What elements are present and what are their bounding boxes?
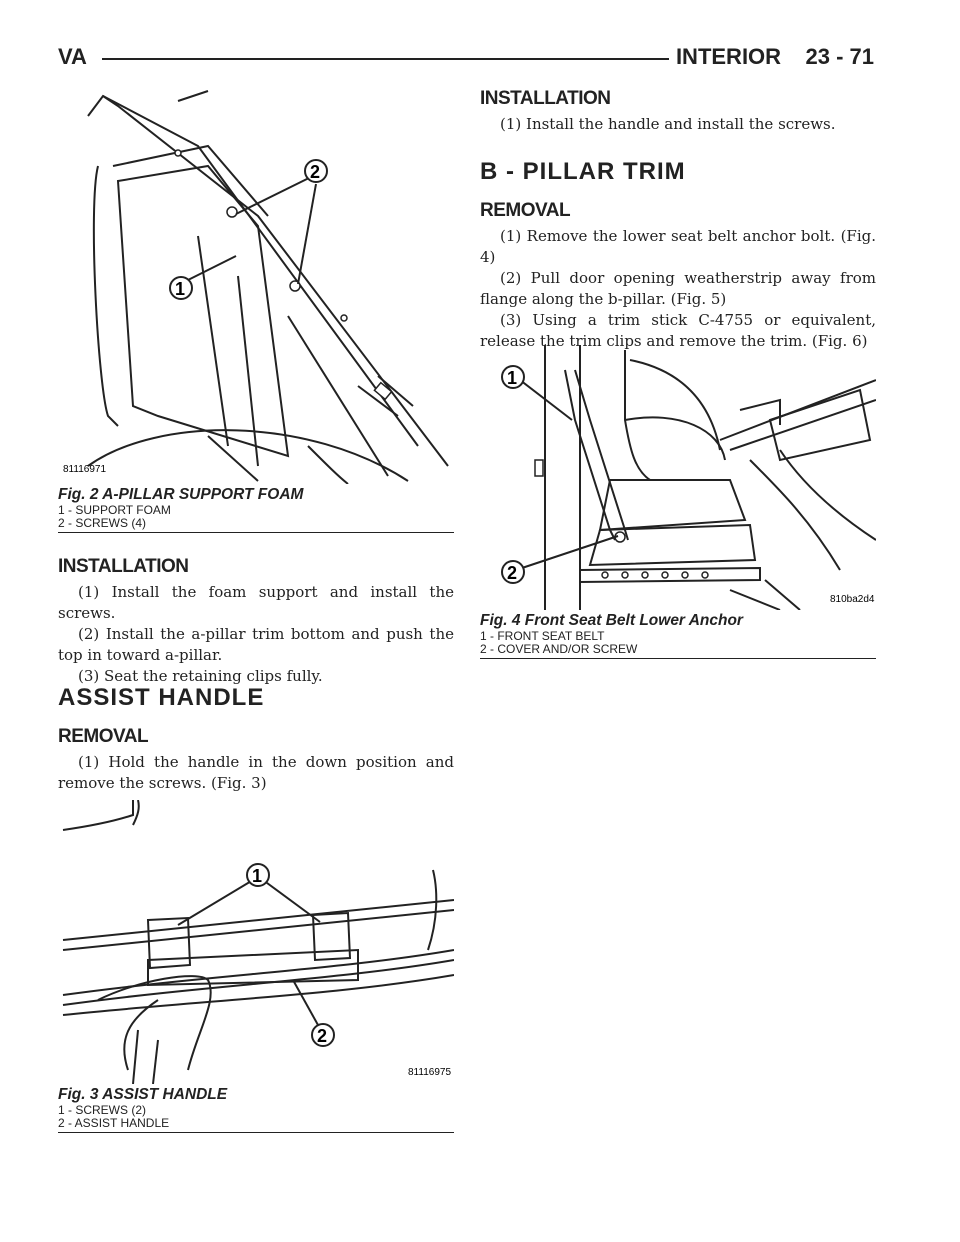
figure-caption: Fig. 3 ASSIST HANDLE (58, 1086, 228, 1103)
section-title: INSTALLATION (58, 556, 189, 577)
page-header (58, 44, 874, 84)
step: (3) Seat the retaining clips fully. (78, 667, 323, 685)
step: (1) Remove the lower seat belt anchor bolt. (Fig. 4) (480, 227, 876, 266)
figure-code: 81116975 (408, 1067, 452, 1078)
figure-assist-handle (58, 800, 454, 1133)
section-title: REMOVAL (480, 200, 571, 221)
callout-2: 2 (310, 162, 321, 182)
legend-item: 2 - COVER AND/OR SCREW (480, 642, 638, 656)
header-vehicle-code: VA (58, 44, 87, 69)
callout-2: 2 (317, 1026, 328, 1046)
section-heading: ASSIST HANDLE (58, 684, 265, 711)
callout-1: 1 (507, 368, 518, 388)
seat-belt-illustration (480, 340, 876, 610)
step: (1) Hold the handle in the down position and remove the screws. (Fig. 3) (58, 753, 454, 792)
b-pillar-section (480, 158, 876, 186)
legend-item: 2 - ASSIST HANDLE (58, 1116, 170, 1130)
figure-legend (480, 630, 876, 656)
figure-front-seat-belt-lower-anchor (480, 340, 876, 659)
section-heading: B - PILLAR TRIM (480, 158, 686, 185)
figure-caption: Fig. 4 Front Seat Belt Lower Anchor (480, 612, 743, 629)
legend-item: 1 - FRONT SEAT BELT (480, 629, 605, 643)
assist-handle-illustration (58, 800, 454, 1084)
callout-1: 1 (175, 279, 186, 299)
legend-item: 1 - SCREWS (2) (58, 1103, 147, 1117)
legend-rule (58, 1132, 454, 1133)
installation-section (58, 556, 454, 687)
section-title: REMOVAL (58, 726, 149, 747)
step: (3) Using a trim stick C-4755 or equivalent, release the trim clips and remove the trim. (Fig. 6) (480, 311, 876, 350)
step: (1) Install the handle and install the screws. (500, 115, 836, 133)
figure-legend (58, 504, 454, 530)
removal-section (58, 726, 454, 794)
figure-a-pillar-support-foam (58, 86, 454, 533)
figure-code: 81116971 (63, 464, 107, 475)
legend-item: 1 - SUPPORT FOAM (58, 503, 171, 517)
installation-section-2 (480, 88, 876, 135)
callout-1: 1 (252, 866, 263, 886)
removal-section-2 (480, 200, 876, 352)
legend-rule (480, 658, 876, 659)
step: (1) Install the foam support and install the screws. (58, 583, 454, 622)
assist-handle-section (58, 684, 454, 712)
callout-2: 2 (507, 563, 518, 583)
figure-caption: Fig. 2 A-PILLAR SUPPORT FOAM (58, 486, 304, 503)
figure-legend (58, 1104, 454, 1130)
step: (2) Install the a-pillar trim bottom and push the top in toward a-pillar. (58, 625, 454, 664)
section-title: INSTALLATION (480, 88, 611, 109)
legend-item: 2 - SCREWS (4) (58, 516, 147, 530)
header-rule (102, 58, 669, 60)
step: (2) Pull door opening weatherstrip away from flange along the b-pillar. (Fig. 5) (480, 269, 876, 308)
legend-rule (58, 532, 454, 533)
figure-code: 810ba2d4 (830, 594, 875, 605)
a-pillar-illustration (58, 86, 454, 484)
header-section-page: INTERIOR 23 - 71 (675, 44, 874, 69)
